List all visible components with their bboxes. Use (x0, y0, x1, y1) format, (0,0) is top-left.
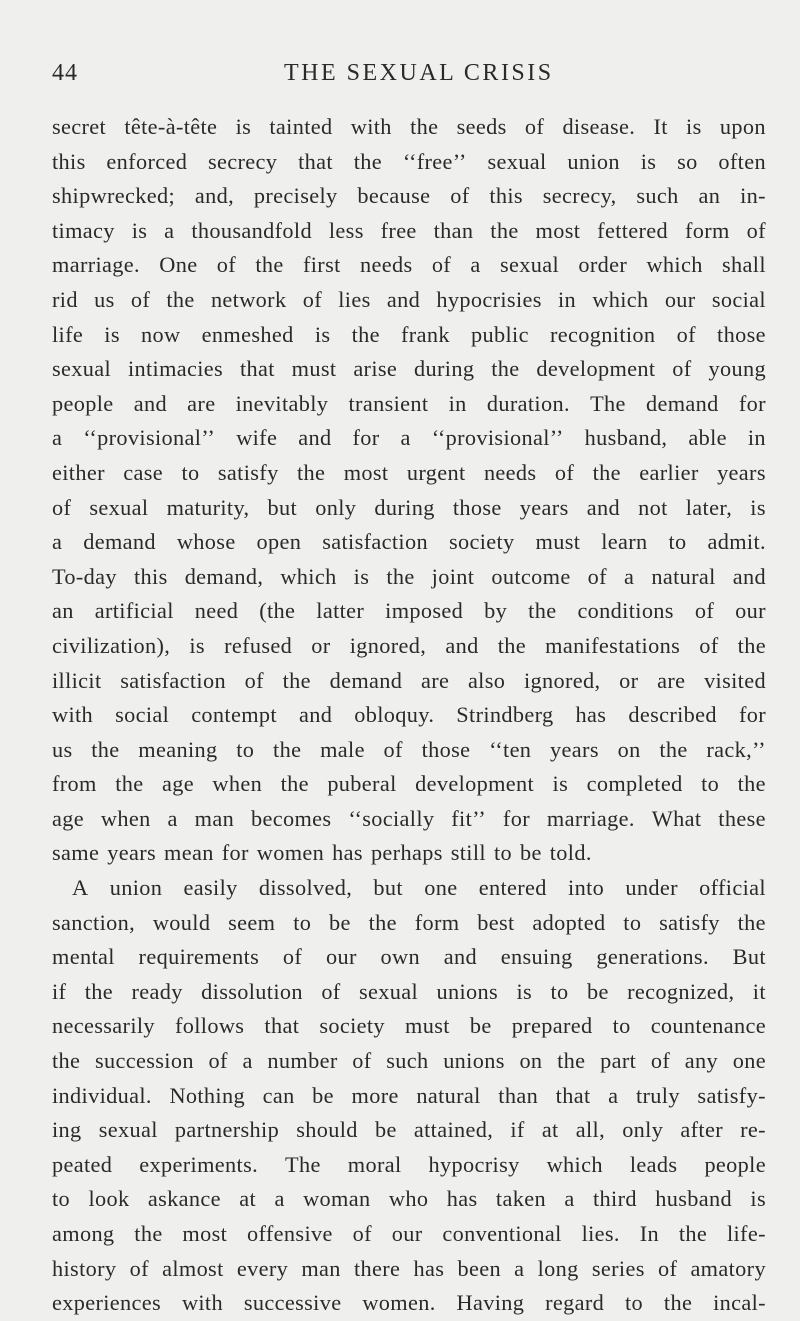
text-line: of sexual maturity, but only during those years and not later, is (52, 494, 766, 520)
text-line: from the age when the puberal development is completed to the (52, 771, 766, 797)
text-line: age when a man becomes ‘‘socially fit’’ for marriage. What these (52, 805, 766, 831)
text-line: secret tête-à-tête is tainted with the seeds of disease. It is upon (52, 114, 766, 139)
text-line: sanction, would seem to be the form best adopted to satisfy the (52, 909, 766, 935)
text-line: a demand whose open satisfaction society must learn to admit. (52, 529, 766, 555)
text-line: mental requirements of our own and ensuing generations. But (52, 944, 766, 970)
text-line: an artificial need (the latter imposed by the conditions of our (52, 598, 766, 624)
running-head: THE SEXUAL CRISIS (284, 60, 554, 86)
text-line: experiences with successive women. Having regard to the incal- (52, 1290, 766, 1316)
text-line: marriage. One of the first needs of a sexual order which shall (52, 252, 766, 278)
text-line: with social contempt and obloquy. Strindberg has described for (52, 702, 766, 728)
text-line: history of almost every man there has been a long series of amatory (52, 1255, 766, 1281)
page-header (52, 60, 766, 102)
text-line: a ‘‘provisional’’ wife and for a ‘‘provisional’’ husband, able in (52, 425, 766, 451)
page-number: 44 (52, 60, 78, 86)
text-line: if the ready dissolution of sexual unions is to be recognized, it (52, 978, 766, 1004)
text-line: this enforced secrecy that the ‘‘free’’ sexual union is so often (52, 148, 766, 174)
text-line: the succession of a number of such unions on the part of any one (52, 1048, 766, 1074)
text-line: sexual intimacies that must arise during the development of young (52, 356, 766, 382)
text-line: to look askance at a woman who has taken a third husband is (52, 1186, 766, 1212)
text-line: rid us of the network of lies and hypocrisies in which our social (52, 286, 766, 312)
text-line: peated experiments. The moral hypocrisy which leads people (52, 1151, 766, 1177)
text-line: illicit satisfaction of the demand are also ignored, or are visited (52, 667, 766, 693)
text-line: life is now enmeshed is the frank public recognition of those (52, 321, 766, 347)
text-line: among the most offensive of our conventional lies. In the life- (52, 1221, 766, 1246)
text-line: civilization), is refused or ignored, and the manifestations of the (52, 632, 766, 658)
text-line: us the meaning to the male of those ‘‘ten years on the rack,’’ (52, 736, 766, 762)
text-line: To-day this demand, which is the joint outcome of a natural and (52, 563, 766, 589)
text-line: A union easily dissolved, but one entered into under official (72, 875, 766, 901)
text-line: shipwrecked; and, precisely because of this secrecy, such an in- (52, 183, 766, 209)
text-line: same years mean for women has perhaps still to be told. (52, 840, 592, 866)
body-text (52, 110, 766, 1321)
text-line: people and are inevitably transient in duration. The demand for (52, 390, 766, 416)
text-line: ing sexual partnership should be attained, if at all, only after re- (52, 1117, 766, 1143)
text-line: necessarily follows that society must be prepared to countenance (52, 1013, 766, 1039)
text-line: either case to satisfy the most urgent needs of the earlier years (52, 459, 766, 485)
text-line: individual. Nothing can be more natural than that a truly satisfy- (52, 1082, 766, 1108)
text-line: timacy is a thousandfold less free than the most fettered form of (52, 217, 766, 243)
